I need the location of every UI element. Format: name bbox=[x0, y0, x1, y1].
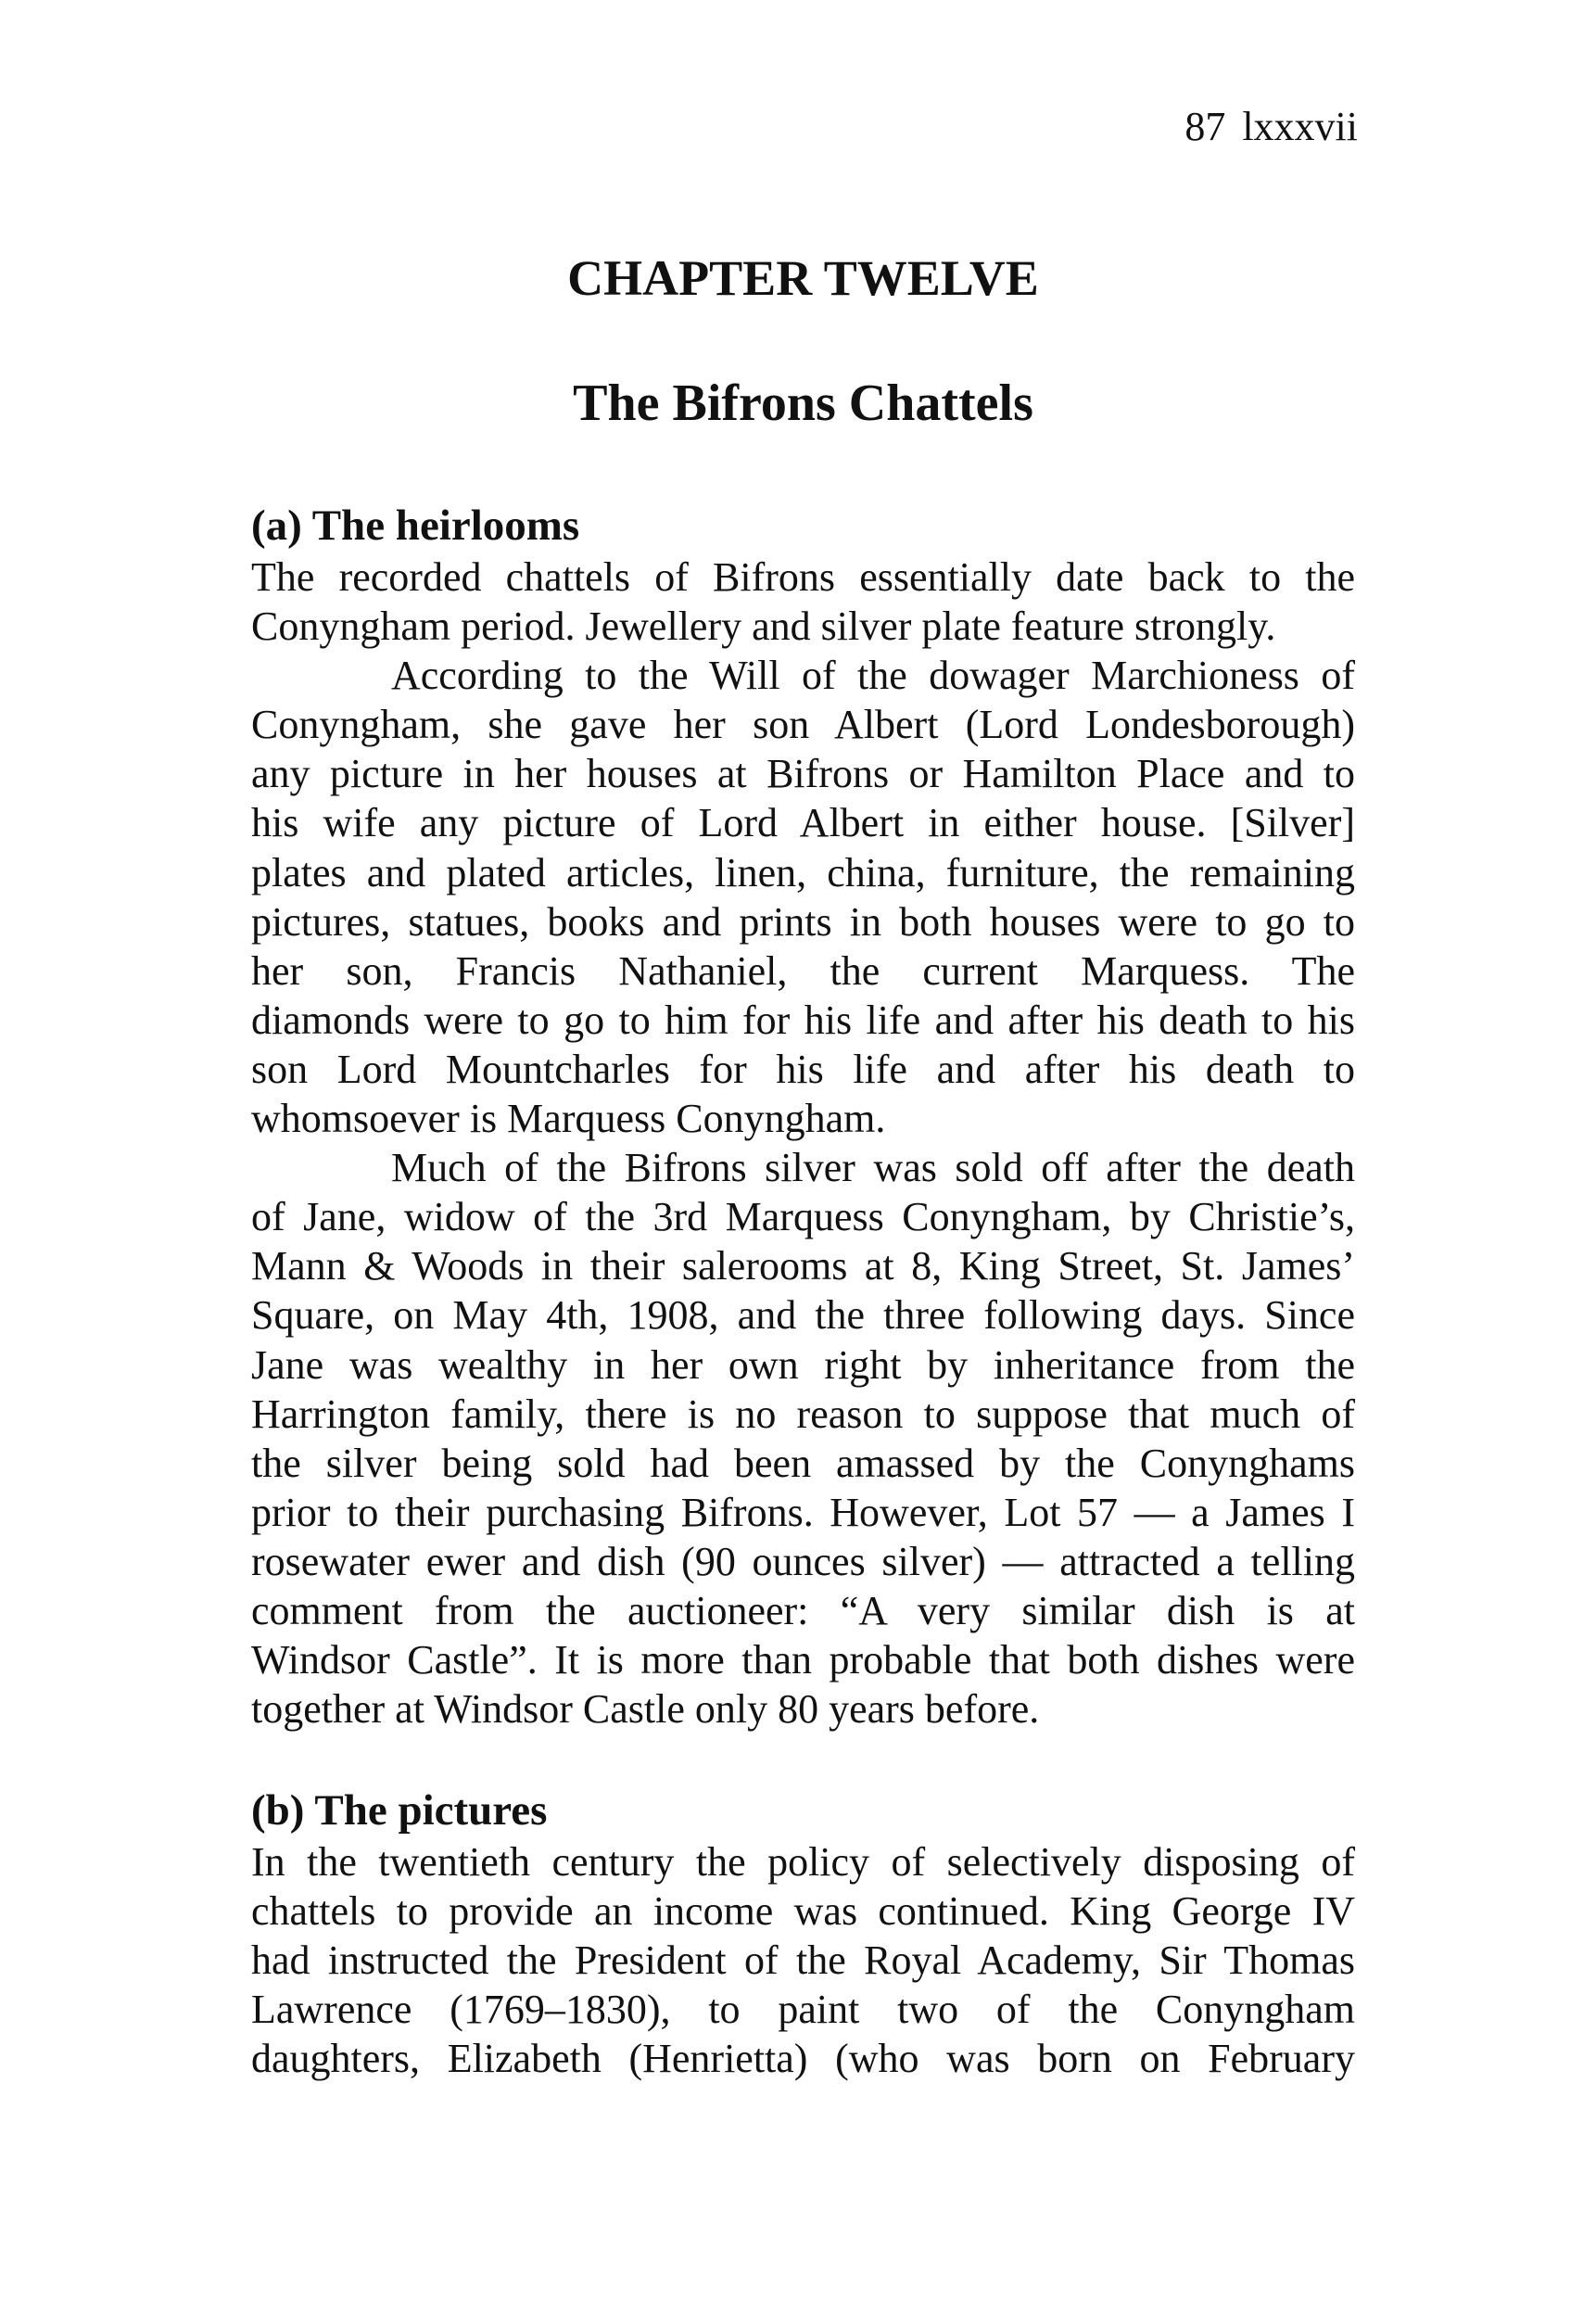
page-number bbox=[1184, 104, 1358, 150]
text-line: Much of the Bifrons silver was sold off after the death bbox=[391, 1145, 1355, 1191]
text-line: Conyngham period. Jewellery and silver plate feature strongly. bbox=[251, 603, 1276, 650]
text-line: her son, Francis Nathaniel, the current Marquess. The bbox=[251, 947, 1355, 994]
text-line: In the twentieth century the policy of selectively disposing of bbox=[251, 1839, 1355, 1885]
text-line: The recorded chattels of Bifrons essentially date back to the bbox=[251, 554, 1355, 600]
paragraph bbox=[251, 651, 1355, 1143]
text-line: had instructed the President of the Royal Academy, Sir Thomas bbox=[251, 1937, 1355, 1984]
text-line: any picture in her houses at Bifrons or Hamilton Place and to bbox=[251, 751, 1355, 797]
page-number-roman: lxxxvii bbox=[1242, 104, 1358, 149]
section-heading: (a) The heirlooms bbox=[251, 502, 580, 550]
paragraph bbox=[251, 1143, 1355, 1734]
text-line: Jane was wealthy in her own right by inheritance from the bbox=[251, 1341, 1355, 1388]
paragraph bbox=[251, 553, 1355, 651]
page-number-arabic: 87 bbox=[1184, 104, 1226, 149]
text-line: According to the Will of the dowager Marchioness of bbox=[391, 653, 1355, 699]
text-line: his wife any picture of Lord Albert in either house. [Silver] bbox=[251, 800, 1355, 846]
text-line: the silver being sold had been amassed by the Conynghams bbox=[251, 1440, 1355, 1486]
text-line: whomsoever is Marquess Conyngham. bbox=[251, 1096, 886, 1142]
paragraph bbox=[251, 1837, 1355, 2083]
chapter-heading: CHAPTER TWELVE bbox=[567, 250, 1039, 306]
text-line: pictures, statues, books and prints in both houses were to go to bbox=[251, 898, 1355, 945]
text-line: together at Windsor Castle only 80 years before. bbox=[251, 1686, 1040, 1733]
text-line: Mann & Woods in their salerooms at 8, King Street, St. James’ bbox=[251, 1243, 1355, 1289]
text-line: Square, on May 4th, 1908, and the three following days. Since bbox=[251, 1292, 1355, 1339]
section-pictures bbox=[251, 1784, 1355, 2083]
text-line: rosewater ewer and dish (90 ounces silver) — attracted a telling bbox=[251, 1538, 1355, 1584]
text-line: of Jane, widow of the 3rd Marquess Conyngham, by Christie’s, bbox=[251, 1194, 1355, 1240]
section-heirlooms bbox=[251, 499, 1355, 1734]
section-heading: (b) The pictures bbox=[251, 1786, 548, 1835]
text-line: son Lord Mountcharles for his life and after his death to bbox=[251, 1046, 1355, 1092]
text-line: diamonds were to go to him for his life and after his death to his bbox=[251, 997, 1355, 1043]
text-line: plates and plated articles, linen, china, furniture, the remaining bbox=[251, 849, 1355, 895]
text-line: Windsor Castle”. It is more than probable that both dishes were bbox=[251, 1637, 1355, 1683]
text-line: Lawrence (1769–1830), to paint two of the Conyngham bbox=[251, 1987, 1355, 2033]
text-line: comment from the auctioneer: “A very similar dish is at bbox=[251, 1587, 1355, 1633]
text-line: Harrington family, there is no reason to suppose that much of bbox=[251, 1391, 1355, 1437]
chapter-title: The Bifrons Chattels bbox=[573, 375, 1033, 432]
text-line: daughters, Elizabeth (Henrietta) (who was born on February bbox=[251, 2036, 1355, 2082]
text-line: Conyngham, she gave her son Albert (Lord Londesborough) bbox=[251, 702, 1355, 748]
text-line: chattels to provide an income was continued. King George IV bbox=[251, 1888, 1355, 1935]
text-line: prior to their purchasing Bifrons. However, Lot 57 — a James I bbox=[251, 1489, 1355, 1535]
